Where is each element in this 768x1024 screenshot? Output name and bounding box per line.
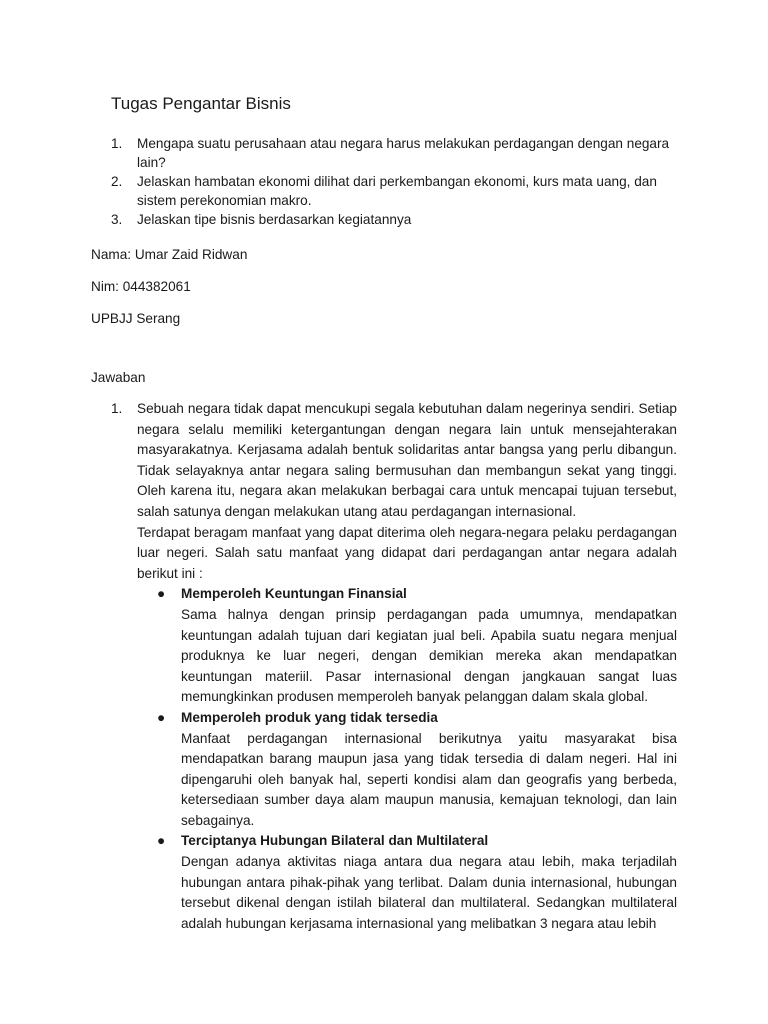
benefit-title: Memperoleh Keuntungan Finansial [181, 586, 407, 602]
student-upbjj: UPBJJ Serang [91, 311, 181, 326]
benefit-item [157, 584, 677, 708]
answer-heading: Jawaban [91, 370, 146, 385]
document-title: Tugas Pengantar Bisnis [111, 94, 291, 113]
benefit-text: Manfaat perdagangan internasional berikutnya yaitu masyarakat bisa mendapatkan barang maupun jasa yang tidak tersedia di dalam negeri. Hal ini dipengaruhi oleh banyak hal, seperti kondisi alam dan geografis yang berbeda, ketersediaan sumber daya alam maupun manusia, kemajuan teknologi, dan lain sebagainya. [181, 730, 677, 828]
question-number: 1. [111, 136, 123, 151]
student-nim: Nim: 044382061 [91, 279, 191, 294]
question-item [111, 210, 671, 229]
bullet-icon: ● [157, 709, 166, 725]
bullet-icon: ● [157, 586, 166, 602]
answer-paragraph: Sebuah negara tidak dapat mencukupi segala kebutuhan dalam negerinya sendiri. Setiap negara selalu memiliki ketergantungan dengan negara lain untuk mensejahterakan masyarakatnya. Kerjasama adalah bentuk solidaritas antar bangsa yang perlu dibangun. Tidak selayaknya antar negara saling bermusuhan dan membangun sekat yang tinggi. Oleh karena itu, negara akan melakukan berbagai cara untuk mencapai tujuan tersebut, salah satunya dengan melakukan utang atau perdagangan internasional. [137, 401, 677, 519]
question-list [111, 134, 671, 229]
question-number: 2. [111, 174, 123, 189]
question-item [111, 134, 671, 172]
benefit-item [157, 708, 677, 832]
student-name: Nama: Umar Zaid Ridwan [91, 247, 248, 262]
bullet-icon: ● [157, 833, 166, 849]
benefit-title: Memperoleh produk yang tidak tersedia [181, 709, 438, 725]
benefit-title: Terciptanya Hubungan Bilateral dan Multilateral [181, 833, 489, 849]
benefit-text: Dengan adanya aktivitas niaga antara dua negara atau lebih, maka terjadilah hubungan antara pihak-pihak yang terlibat. Dalam dunia internasional, hubungan tersebut dikenal dengan istilah bilateral dan multilateral. Sedangkan multilateral adalah hubungan kerjasama internasional yang melibatkan 3 negara atau lebih [181, 854, 677, 931]
benefit-text: Sama halnya dengan prinsip perdagangan pada umumnya, mendapatkan keuntungan adalah tujuan dari kegiatan jual beli. Apabila suatu negara menjual produknya ke luar negeri, dengan demikian mereka akan mendapatkan keuntungan materiil. Pasar internasional dengan jangkauan sangat luas memungkinkan produsen memperoleh banyak pelanggan dalam skala global. [181, 606, 677, 705]
answer-number: 1. [111, 401, 123, 416]
benefit-item [157, 831, 677, 934]
question-number: 3. [111, 212, 123, 227]
question-item [111, 172, 671, 210]
question-text: Jelaskan hambatan ekonomi dilihat dari perkembangan ekonomi, kurs mata uang, dan sistem perekonomian makro. [137, 174, 657, 208]
question-text: Jelaskan tipe bisnis berdasarkan kegiatannya [137, 212, 412, 227]
question-text: Mengapa suatu perusahaan atau negara harus melakukan perdagangan dengan negara lain? [137, 136, 670, 170]
answer-paragraph: Terdapat beragam manfaat yang dapat diterima oleh negara-negara pelaku perdagangan luar negeri. Salah satu manfaat yang didapat dari perdagangan antar negara adalah berikut ini : [137, 524, 677, 581]
answer-section [111, 399, 677, 934]
answer-body [137, 399, 677, 934]
